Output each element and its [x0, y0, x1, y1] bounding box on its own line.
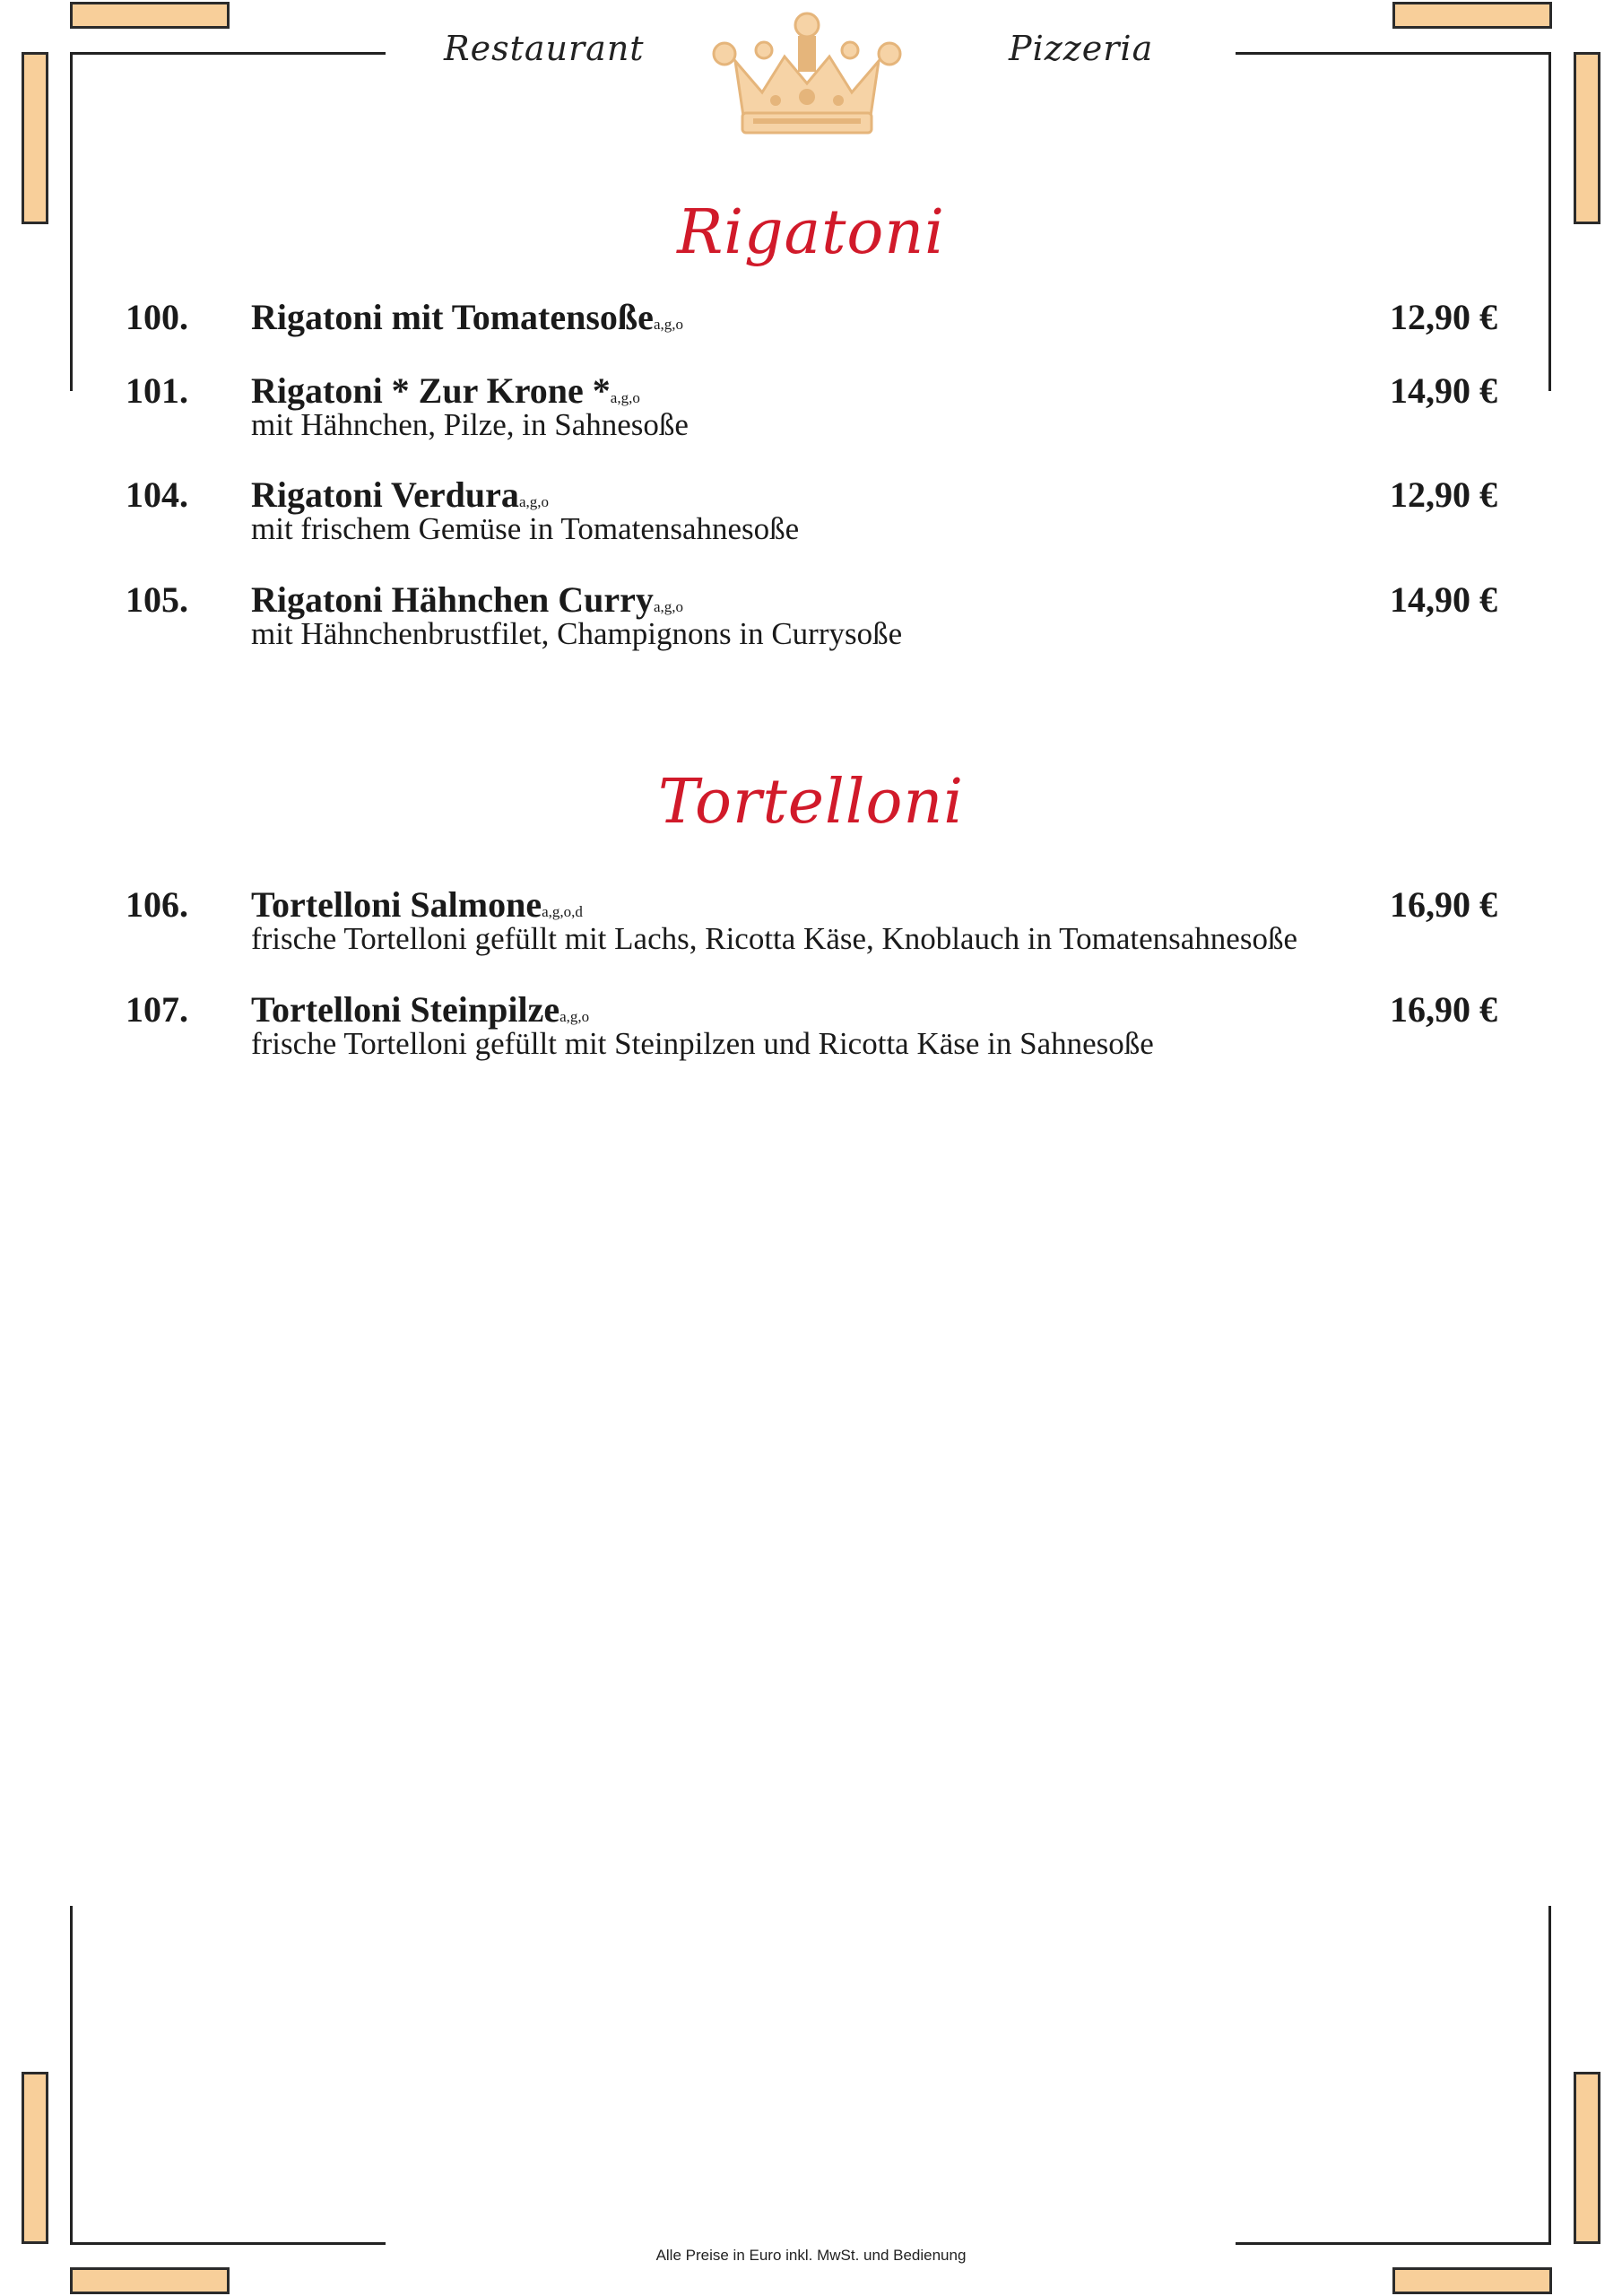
menu-item	[126, 578, 1497, 659]
item-description: mit Hähnchenbrustfilet, Champignons in Currysoße	[251, 616, 903, 651]
item-price: 12,90 €	[1390, 474, 1497, 515]
item-allergens: a,g,o	[518, 493, 549, 510]
item-price: 16,90 €	[1390, 884, 1497, 925]
menu-item	[126, 296, 1497, 377]
decor-bar-bottom-left	[70, 2267, 230, 2294]
item-number: 101.	[126, 370, 188, 411]
item-name	[251, 988, 589, 1031]
item-allergens: a,g,o,d	[542, 903, 583, 920]
item-allergens: a,g,o	[653, 598, 683, 615]
section-title-tortelloni: Tortelloni	[657, 767, 965, 838]
item-price: 16,90 €	[1390, 989, 1497, 1030]
item-name	[251, 474, 549, 516]
decor-bar-right-bottom	[1574, 2072, 1600, 2244]
item-name-text: Rigatoni Verdura	[251, 474, 519, 515]
menu-item	[126, 370, 1497, 450]
item-name	[251, 883, 583, 926]
item-price: 12,90 €	[1390, 297, 1497, 337]
item-name-text: Tortelloni Salmone	[251, 884, 542, 925]
decor-bar-top-right	[1392, 2, 1552, 29]
item-number: 106.	[126, 884, 188, 925]
item-number: 105.	[126, 579, 188, 620]
item-name-text: Rigatoni Hähnchen Curry	[251, 579, 654, 620]
item-name-text: Rigatoni mit Tomatensoße	[251, 297, 654, 337]
footer-price-note: Alle Preise in Euro inkl. MwSt. und Bedienung	[655, 2247, 967, 2264]
item-name	[251, 370, 640, 412]
item-description: frische Tortelloni gefüllt mit Steinpilzen und Ricotta Käse in Sahnesoße	[251, 1026, 1154, 1061]
header-pizzeria: Pizzeria	[1009, 29, 1154, 68]
frame-line-bottom-left-v	[70, 1906, 73, 2245]
decor-bar-top-left	[70, 2, 230, 29]
item-price: 14,90 €	[1390, 579, 1497, 620]
frame-line-top-left-h	[70, 52, 386, 55]
item-number: 104.	[126, 474, 188, 515]
item-allergens: a,g,o	[559, 1008, 590, 1025]
item-number: 100.	[126, 297, 188, 337]
header-restaurant: Restaurant	[444, 29, 645, 68]
frame-line-top-right-h	[1236, 52, 1551, 55]
item-description: mit Hähnchen, Pilze, in Sahnesoße	[251, 407, 689, 442]
menu-item	[126, 988, 1497, 1069]
menu-item	[126, 883, 1497, 964]
decor-bar-bottom-right	[1392, 2267, 1552, 2294]
item-name	[251, 578, 683, 621]
frame-line-bottom-right-v	[1548, 1906, 1551, 2245]
item-price: 14,90 €	[1390, 370, 1497, 411]
item-allergens: a,g,o	[610, 389, 640, 406]
item-name-text: Tortelloni Steinpilze	[251, 989, 560, 1030]
item-description: mit frischem Gemüse in Tomatensahnesoße	[251, 511, 800, 546]
item-description: frische Tortelloni gefüllt mit Lachs, Ricotta Käse, Knoblauch in Tomatensahnesoße	[251, 921, 1297, 956]
frame-line-bottom-left-h	[70, 2242, 386, 2245]
frame-line-bottom-right-h	[1236, 2242, 1551, 2245]
item-name-text: Rigatoni * Zur Krone *	[251, 370, 611, 411]
item-allergens: a,g,o	[653, 316, 683, 333]
menu-item	[126, 474, 1497, 554]
item-name	[251, 296, 683, 338]
crown-icon	[699, 7, 915, 146]
item-number: 107.	[126, 989, 188, 1030]
decor-bar-left-bottom	[22, 2072, 48, 2244]
section-title-rigatoni: Rigatoni	[677, 197, 945, 268]
